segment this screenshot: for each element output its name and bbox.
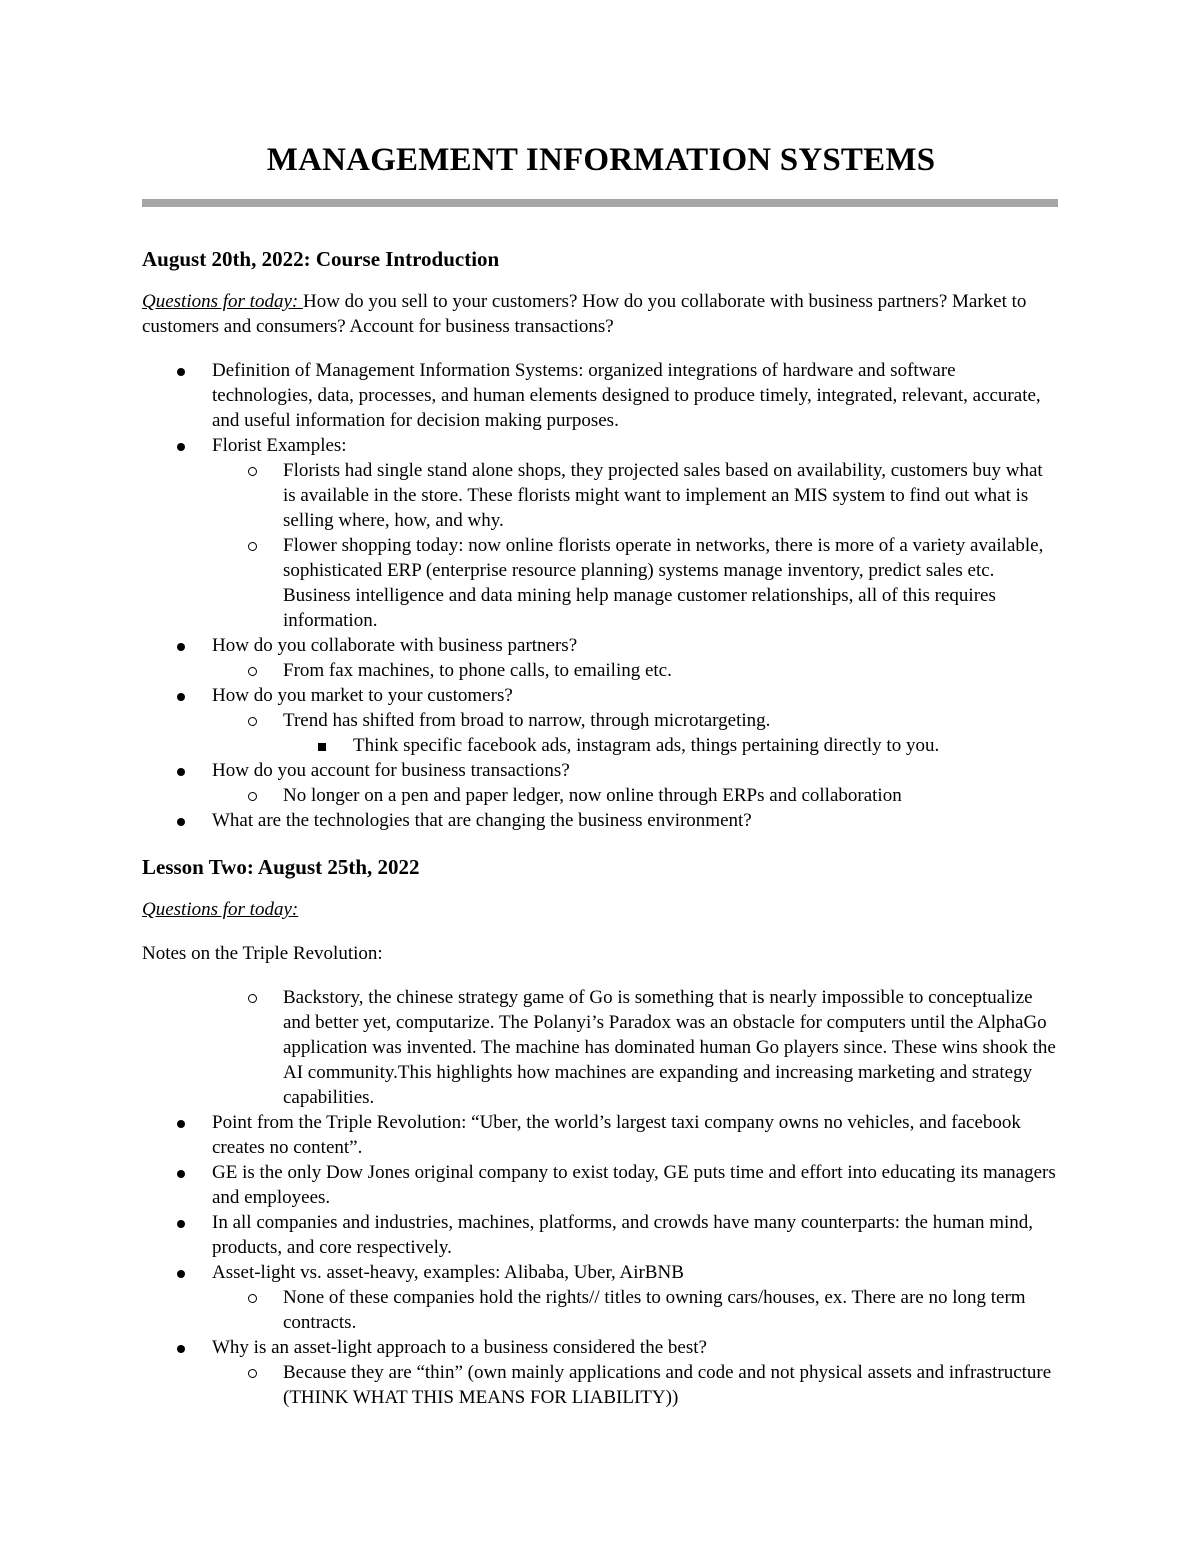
list-item-text: Because they are “thin” (own mainly applications and code and not physical assets and infrastructure (THINK WHAT THIS MEANS FOR LIABILITY)) — [283, 1362, 1052, 1408]
list-item-text: Florist Examples: — [212, 435, 347, 456]
list-item — [142, 433, 1060, 458]
bullet-marker — [177, 1160, 185, 1185]
hollow-bullet-icon — [248, 467, 257, 476]
list-item-text: GE is the only Dow Jones original company to exist today, GE puts time and effort into educating its managers and employees. — [212, 1162, 1056, 1208]
list-item — [142, 533, 1060, 633]
section-heading: August 20th, 2022: Course Introduction — [142, 247, 500, 271]
list-item-text: Flower shopping today: now online florists operate in networks, there is more of a variety available, sophisticated ERP (enterprise resource planning) systems manage inventory, predict sales etc. Business intelligence and data mining help manage customer relationships, all of this requires information. — [283, 535, 1044, 631]
questions-text: How do you sell to your customers? How do you collaborate with business partners? Market to customers and consumers? Account for business transactions? — [142, 291, 1027, 337]
hollow-bullet-icon — [248, 1294, 257, 1303]
list-item — [142, 1285, 1060, 1335]
filled-bullet-icon — [177, 1170, 185, 1178]
list-item — [142, 733, 1060, 758]
list-item-text: What are the technologies that are changing the business environment? — [212, 810, 752, 831]
list-item — [142, 658, 1060, 683]
list-item-text: Think specific facebook ads, instagram ads, things pertaining directly to you. — [353, 735, 940, 756]
bullet-marker — [248, 533, 257, 558]
bullet-marker — [177, 358, 185, 383]
filled-bullet-icon — [177, 643, 185, 651]
list-item-text: Florists had single stand alone shops, they projected sales based on availability, customers buy what is available in the store. These florists might want to implement an MIS system to find out what is selling where, how, and why. — [283, 460, 1043, 531]
list-item-text: None of these companies hold the rights// titles to owning cars/houses, ex. There are no long term contracts. — [283, 1287, 1026, 1333]
document-body — [142, 245, 1060, 1410]
bullet-marker — [248, 458, 257, 483]
filled-bullet-icon — [177, 1120, 185, 1128]
list-item-text: Asset-light vs. asset-heavy, examples: Alibaba, Uber, AirBNB — [212, 1262, 684, 1283]
bullet-list — [142, 358, 1060, 833]
questions-label: Questions for today: — [142, 899, 299, 920]
bullet-marker — [177, 1335, 185, 1360]
bullet-marker — [177, 683, 185, 708]
list-item-text: Point from the Triple Revolution: “Uber, the world’s largest taxi company owns no vehicles, and facebook creates no content”. — [212, 1112, 1021, 1158]
bullet-marker — [177, 633, 185, 658]
list-item — [142, 1335, 1060, 1360]
filled-bullet-icon — [177, 818, 185, 826]
notes-label: Notes on the Triple Revolution: — [142, 943, 383, 964]
section-heading: Lesson Two: August 25th, 2022 — [142, 855, 420, 879]
square-bullet-icon — [318, 743, 326, 751]
hollow-bullet-icon — [248, 717, 257, 726]
filled-bullet-icon — [177, 768, 185, 776]
questions-paragraph — [142, 897, 1060, 922]
list-item — [142, 1210, 1060, 1260]
bullet-list — [142, 985, 1060, 1410]
bullet-marker — [248, 658, 257, 683]
filled-bullet-icon — [177, 1220, 185, 1228]
bullet-marker — [248, 708, 257, 733]
bullet-marker — [177, 758, 185, 783]
hollow-bullet-icon — [248, 792, 257, 801]
list-item-text: How do you account for business transactions? — [212, 760, 570, 781]
list-item-text: Why is an asset-light approach to a business considered the best? — [212, 1337, 707, 1358]
bullet-marker — [248, 985, 257, 1010]
list-item — [142, 985, 1060, 1110]
list-item — [142, 1160, 1060, 1210]
list-item — [142, 1360, 1060, 1410]
bullet-marker — [177, 1210, 185, 1235]
list-item — [142, 758, 1060, 783]
filled-bullet-icon — [177, 368, 185, 376]
list-item-text: No longer on a pen and paper ledger, now online through ERPs and collaboration — [283, 785, 902, 806]
bullet-marker — [318, 733, 326, 758]
list-item-text: From fax machines, to phone calls, to emailing etc. — [283, 660, 672, 681]
list-item — [142, 808, 1060, 833]
filled-bullet-icon — [177, 1270, 185, 1278]
list-item-text: Backstory, the chinese strategy game of Go is something that is nearly impossible to conceptualize and better yet, computarize. The Polanyi’s Paradox was an obstacle for computers until the AlphaGo application was invented. The machine has dominated human Go players since. These wins shook the AI community.This highlights how machines are expanding and increasing marketing and strategy capabilities. — [283, 987, 1056, 1108]
document-title: MANAGEMENT INFORMATION SYSTEMS — [266, 142, 936, 178]
bullet-marker — [177, 1110, 185, 1135]
list-item-text: Definition of Management Information Systems: organized integrations of hardware and software technologies, data, processes, and human elements designed to produce timely, integrated, relevant, accurate, and useful information for decision making purposes. — [212, 360, 1041, 431]
list-item — [142, 783, 1060, 808]
bullet-marker — [177, 808, 185, 833]
hollow-bullet-icon — [248, 994, 257, 1003]
filled-bullet-icon — [177, 693, 185, 701]
list-item — [142, 683, 1060, 708]
list-item-text: Trend has shifted from broad to narrow, through microtargeting. — [283, 710, 771, 731]
list-item — [142, 708, 1060, 733]
list-item — [142, 1260, 1060, 1285]
filled-bullet-icon — [177, 1345, 185, 1353]
hollow-bullet-icon — [248, 1369, 257, 1378]
questions-label: Questions for today: — [142, 291, 303, 312]
questions-paragraph — [142, 289, 1060, 339]
bullet-marker — [248, 1360, 257, 1385]
bullet-marker — [177, 433, 185, 458]
list-item-text: How do you market to your customers? — [212, 685, 513, 706]
filled-bullet-icon — [177, 443, 185, 451]
hollow-bullet-icon — [248, 667, 257, 676]
list-item — [142, 358, 1060, 433]
hollow-bullet-icon — [248, 542, 257, 551]
bullet-marker — [177, 1260, 185, 1285]
title-divider — [142, 199, 1058, 207]
bullet-marker — [248, 783, 257, 808]
list-item-text: In all companies and industries, machines, platforms, and crowds have many counterparts: the human mind, products, and core respectively. — [212, 1212, 1034, 1258]
list-item-text: How do you collaborate with business partners? — [212, 635, 578, 656]
list-item — [142, 458, 1060, 533]
list-item — [142, 633, 1060, 658]
list-item — [142, 1110, 1060, 1160]
bullet-marker — [248, 1285, 257, 1310]
